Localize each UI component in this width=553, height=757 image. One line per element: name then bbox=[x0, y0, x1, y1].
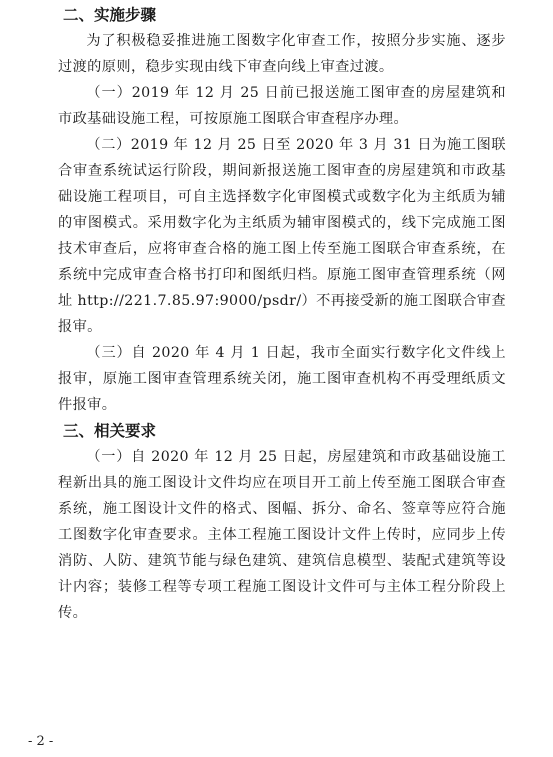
paragraph-step-2: （二）2019 年 12 月 25 日至 2020 年 3 月 31 日为施工图联合审查系统试运行阶段，期间新报送施工图审查的房屋建筑和市政基础设施工程项目，可自主选择数字化审图模式或数字化为主纸质为辅的审图模式。采用数字化为主纸质为辅审图模式的，线下完成施工图技术审查后，应将审查合格的施工图上传至施工图联合审查系统，在系统中完成审查合格书打印和图纸归档。原施工图审查管理系统（网址 http://221.7.85.97:9000/psdr/）不再接受新的施工图联合审查报审。 bbox=[58, 137, 506, 335]
paragraph-step-3: （三）自 2020 年 4 月 1 日起，我市全面实行数字化文件线上报审，原施工图审查管理系统关闭，施工图审查机构不再受理纸质文件报审。 bbox=[58, 345, 506, 413]
section-heading-implementation-steps: 二、实施步骤 bbox=[63, 6, 157, 24]
document-body bbox=[58, 2, 506, 626]
page-number: - 2 - bbox=[28, 734, 54, 749]
paragraph-step-1: （一）2019 年 12 月 25 日前已报送施工图审查的房屋建筑和市政基础设施工程，可按原施工图联合审查程序办理。 bbox=[58, 85, 506, 127]
paragraph-intro: 为了积极稳妥推进施工图数字化审查工作，按照分步实施、逐步过渡的原则，稳步实现由线下审查向线上审查过渡。 bbox=[58, 33, 506, 75]
section-heading-requirements: 三、相关要求 bbox=[63, 422, 157, 440]
paragraph-requirement-1: （一）自 2020 年 12 月 25 日起，房屋建筑和市政基础设施工程新出具的施工图设计文件均应在项目开工前上传至施工图联合审查系统，施工图设计文件的格式、图幅、拆分、命名、签章等应符合施工图数字化审查要求。主体工程施工图设计文件上传时，应同步上传消防、人防、建筑节能与绿色建筑、建筑信息模型、装配式建筑等设计内容；装修工程等专项工程施工图设计文件可与主体工程分阶段上传。 bbox=[58, 449, 506, 621]
